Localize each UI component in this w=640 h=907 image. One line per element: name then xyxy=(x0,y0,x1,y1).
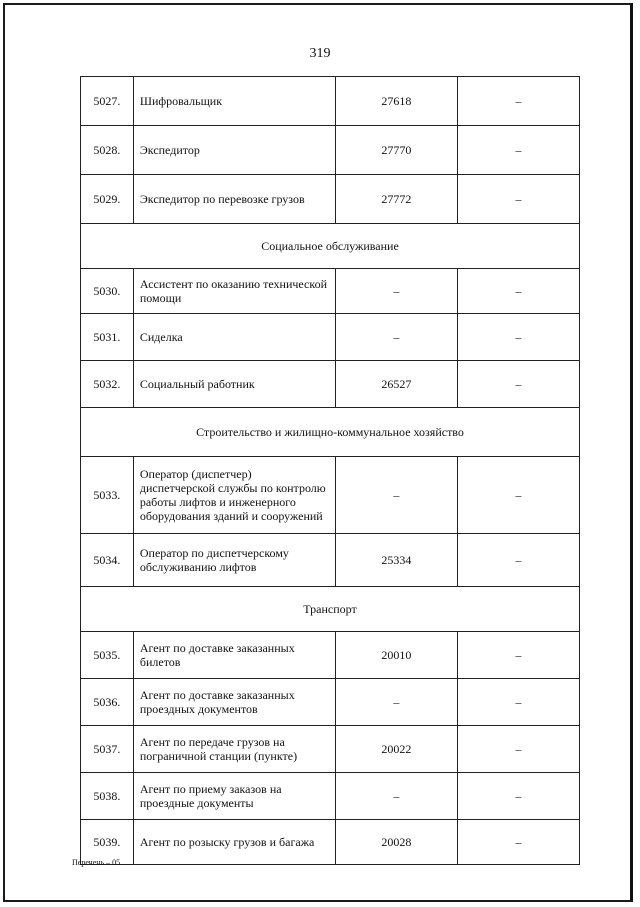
occupation-name: Агент по доставке заказанных билетов xyxy=(133,632,335,679)
occupation-name: Шифровальщик xyxy=(133,77,335,126)
row-number: 5027. xyxy=(81,77,134,126)
occupation-code: 20028 xyxy=(335,820,457,865)
occupation-extra: – xyxy=(458,361,580,408)
occupation-extra: – xyxy=(458,77,580,126)
occupation-code: 20022 xyxy=(335,726,457,773)
section-title: Строительство и жилищно-коммунальное хозяйство xyxy=(81,408,580,457)
occupation-code: 27770 xyxy=(335,126,457,175)
occupation-name: Оператор по диспетчерскому обслуживанию лифтов xyxy=(133,534,335,587)
occupation-name: Ассистент по оказанию технической помощи xyxy=(133,269,335,314)
occupation-name: Агент по приему заказов на проездные документы xyxy=(133,773,335,820)
occupation-name: Агент по розыску грузов и багажа xyxy=(133,820,335,865)
occupations-table xyxy=(80,76,580,865)
occupation-extra: – xyxy=(458,632,580,679)
row-number: 5028. xyxy=(81,126,134,175)
row-number: 5034. xyxy=(81,534,134,587)
document-footer: Перечень – 05 xyxy=(72,858,121,867)
row-number: 5038. xyxy=(81,773,134,820)
table-row xyxy=(81,269,580,314)
row-number: 5031. xyxy=(81,314,134,361)
occupation-code: 27772 xyxy=(335,175,457,224)
occupation-name: Агент по доставке заказанных проездных документов xyxy=(133,679,335,726)
section-row xyxy=(81,587,580,632)
occupation-name: Оператор (диспетчер) диспетчерской службы по контролю работы лифтов и инженерного оборудования зданий и сооружений xyxy=(133,457,335,534)
occupation-code: – xyxy=(335,314,457,361)
table-row xyxy=(81,632,580,679)
table-row xyxy=(81,534,580,587)
occupation-code: 27618 xyxy=(335,77,457,126)
occupation-extra: – xyxy=(458,534,580,587)
occupation-code: – xyxy=(335,269,457,314)
table-row xyxy=(81,820,580,865)
row-number: 5036. xyxy=(81,679,134,726)
occupation-name: Социальный работник xyxy=(133,361,335,408)
occupation-code: – xyxy=(335,773,457,820)
occupation-extra: – xyxy=(458,314,580,361)
occupation-extra: – xyxy=(458,269,580,314)
occupation-extra: – xyxy=(458,457,580,534)
occupation-extra: – xyxy=(458,820,580,865)
table-row xyxy=(81,77,580,126)
page-number: 319 xyxy=(309,46,331,61)
occupation-name: Агент по передаче грузов на пограничной станции (пункте) xyxy=(133,726,335,773)
occupation-extra: – xyxy=(458,175,580,224)
table-row xyxy=(81,314,580,361)
occupation-extra: – xyxy=(458,679,580,726)
occupation-code: – xyxy=(335,457,457,534)
section-title: Социальное обслуживание xyxy=(81,224,580,269)
table-row xyxy=(81,726,580,773)
section-title: Транспорт xyxy=(81,587,580,632)
table-row xyxy=(81,679,580,726)
row-number: 5037. xyxy=(81,726,134,773)
occupation-code: – xyxy=(335,679,457,726)
table-row xyxy=(81,773,580,820)
occupation-name: Экспедитор по перевозке грузов xyxy=(133,175,335,224)
table-row xyxy=(81,175,580,224)
row-number: 5030. xyxy=(81,269,134,314)
row-number: 5032. xyxy=(81,361,134,408)
table-row xyxy=(81,361,580,408)
row-number: 5033. xyxy=(81,457,134,534)
occupation-name: Сиделка xyxy=(133,314,335,361)
row-number: 5035. xyxy=(81,632,134,679)
section-row xyxy=(81,408,580,457)
occupation-code: 25334 xyxy=(335,534,457,587)
occupation-name: Экспедитор xyxy=(133,126,335,175)
occupation-extra: – xyxy=(458,726,580,773)
occupation-code: 26527 xyxy=(335,361,457,408)
row-number: 5039. xyxy=(81,820,134,865)
row-number: 5029. xyxy=(81,175,134,224)
table-row xyxy=(81,126,580,175)
table-row xyxy=(81,457,580,534)
occupation-code: 20010 xyxy=(335,632,457,679)
occupation-extra: – xyxy=(458,773,580,820)
section-row xyxy=(81,224,580,269)
occupation-extra: – xyxy=(458,126,580,175)
